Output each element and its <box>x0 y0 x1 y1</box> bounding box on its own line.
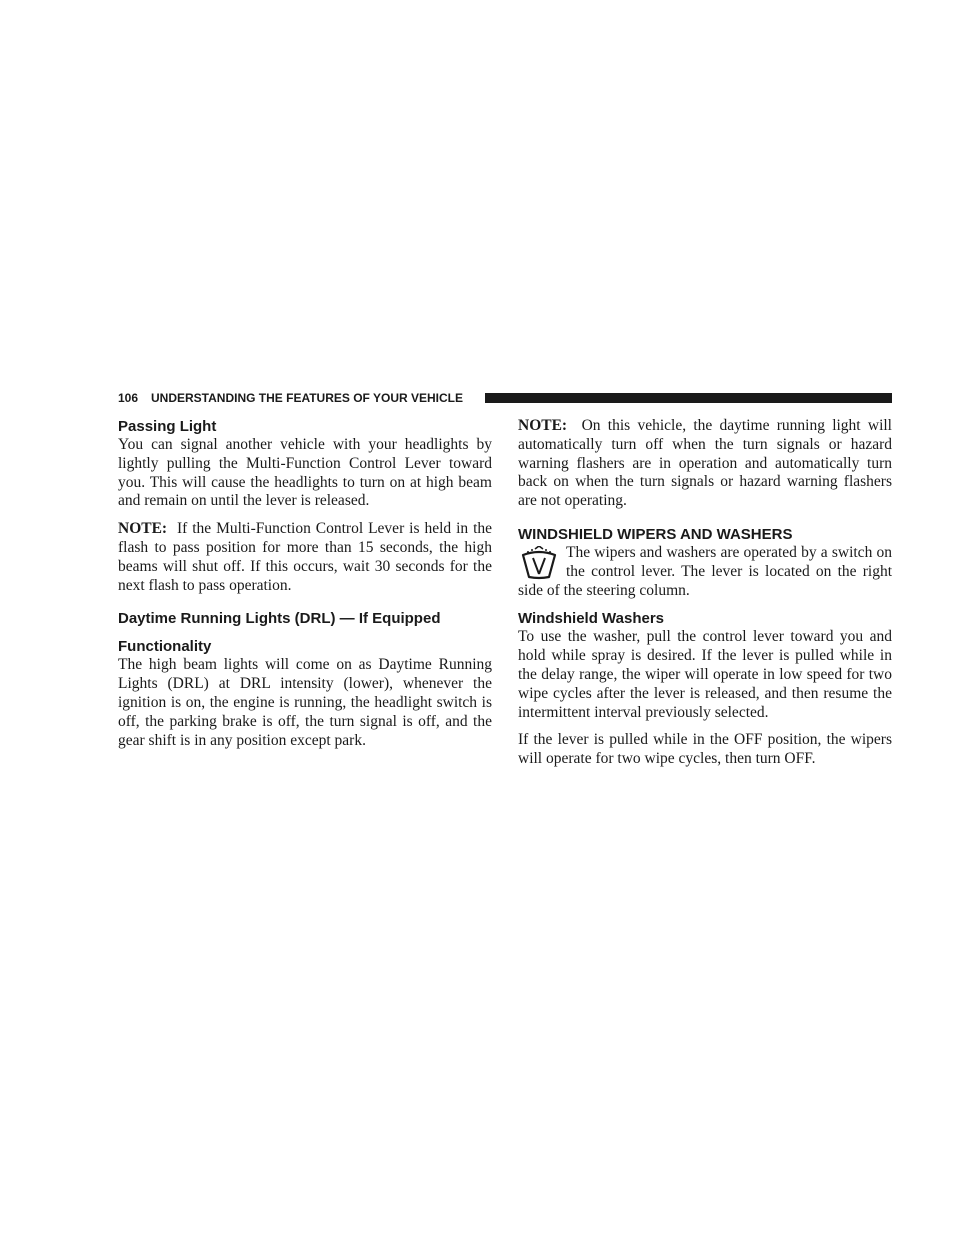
note-text: If the Multi-Function Control Lever is held in the flash to pass position for more than 15 seconds, the high beams will shut off. If this occurs, wait 30 seconds for the next flash to pass operation. <box>118 520 493 594</box>
wipers-paragraph: The wipers and washers are operated by a switch on the control lever. The lever is located on the right side of the steering column. <box>518 543 892 599</box>
note-label: NOTE: <box>118 520 168 538</box>
windshield-wiper-washer-icon <box>520 546 558 580</box>
section-title: UNDERSTANDING THE FEATURES OF YOUR VEHICLE <box>151 391 464 405</box>
right-column <box>518 417 892 769</box>
note-label: NOTE: <box>518 417 568 434</box>
page-header <box>118 390 892 406</box>
wipers-intro <box>518 544 892 600</box>
header-rule <box>485 393 892 403</box>
functionality-heading: Functionality <box>118 638 212 656</box>
functionality-paragraph: The high beam lights will come on as Daytime Running Lights (DRL) at DRL intensity (lower), whenever the ignition is on, the engine is running, the headlight switch is off, the parking brake is off, the turn signal is off, and the gear shift is in any position except park. <box>118 656 492 749</box>
wipers-heading: WINDSHIELD WIPERS AND WASHERS <box>518 525 793 543</box>
washers-heading: Windshield Washers <box>518 610 665 628</box>
passing-light-heading: Passing Light <box>118 418 217 435</box>
off-position-paragraph: If the lever is pulled while in the OFF position, the wipers will operate for two wipe cycles, then turn OFF. <box>518 731 892 768</box>
passing-light-paragraph: You can signal another vehicle with your headlights by lightly pulling the Multi-Function Control Lever toward you. This will cause the headlights to turn on at high beam and remain on until the lever is released. <box>118 436 492 510</box>
drl-heading: Daytime Running Lights (DRL) — If Equipped <box>118 610 441 628</box>
left-column <box>118 417 492 750</box>
page-number: 106 <box>118 391 139 405</box>
note-paragraph-2 <box>518 417 892 511</box>
note-paragraph-1 <box>118 520 492 595</box>
washers-paragraph: To use the washer, pull the control lever toward you and hold while spray is desired. If the lever is pulled while in the delay range, the wiper will operate in low speed for two wipe cycles after the lever is released, and then resume the intermittent interval previously selected. <box>518 628 892 721</box>
note-text: On this vehicle, the daytime running light will automatically turn off when the turn signals or hazard warning flashers are in operation and automatically turn back on when the turn signals or hazard warning flashers are not operating. <box>518 417 892 510</box>
